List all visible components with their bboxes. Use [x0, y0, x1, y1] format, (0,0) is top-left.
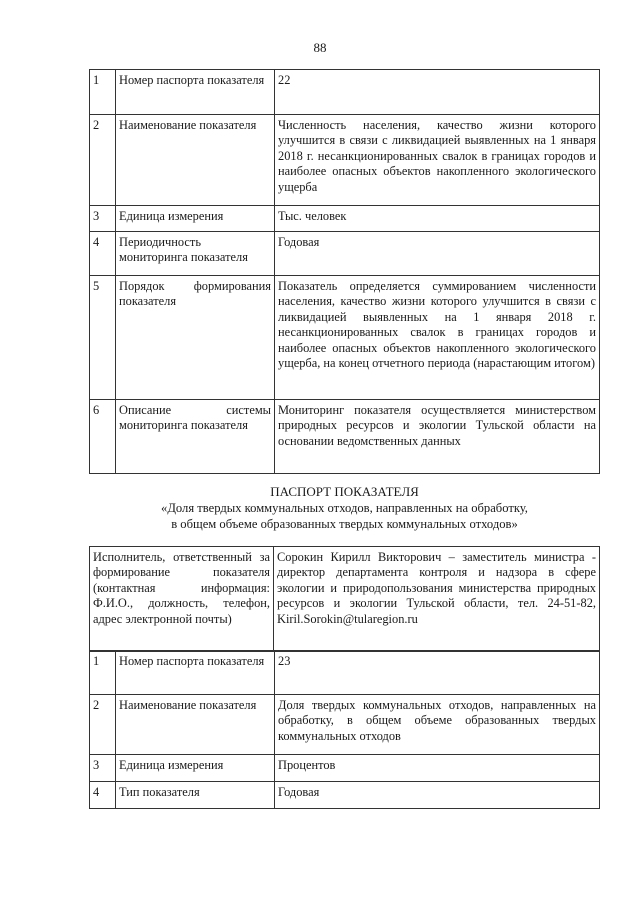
- row-number: 4: [90, 782, 116, 809]
- row-value: Доля твердых коммунальных отходов, направленных на обработку, в общем объеме образованных твердых коммунальных отходов: [275, 695, 600, 755]
- row-label: Номер паспорта показателя: [116, 651, 275, 695]
- passport-heading: [89, 484, 600, 532]
- indicator-passport-table-22: [89, 69, 600, 474]
- row-label: Порядок формирования показателя: [116, 276, 275, 400]
- row-value: Процентов: [275, 755, 600, 782]
- row-value: Численность населения, качество жизни которого улучшится в связи с ликвидацией выявленных на 1 января 2018 г. несанкционированных свалок в границах городов и наиболее опасных объектов накопленного экологического ущерба: [275, 115, 600, 206]
- row-number: 3: [90, 206, 116, 232]
- row-value: 23: [275, 651, 600, 695]
- row-label: Периодичность мониторинга показателя: [116, 232, 275, 276]
- row-value: Показатель определяется суммированием численности населения, качество жизни которого улучшится в связи с ликвидацией выявленных на 1 января 2018 г. несанкционированных свалок в границах городов и наиболее опасных объектов накопленного экологического ущерба, на конец отчетного периода (нарастающим итогом): [275, 276, 600, 400]
- row-label: Наименование показателя: [116, 115, 275, 206]
- executor-row: [90, 547, 600, 652]
- passport-title: ПАСПОРТ ПОКАЗАТЕЛЯ: [270, 484, 419, 499]
- row-label: Тип показателя: [116, 782, 275, 809]
- table-row: [90, 115, 600, 206]
- indicator-passport-table-23-details: [89, 650, 600, 809]
- table-row: [90, 206, 600, 232]
- row-number: 2: [90, 695, 116, 755]
- table-row: [90, 232, 600, 276]
- passport-subtitle-line2: в общем объеме образованных твердых коммунальных отходов»: [171, 517, 518, 531]
- table-row: [90, 695, 600, 755]
- row-value: Мониторинг показателя осуществляется министерством природных ресурсов и экологии Тульской области на основании ведомственных данных: [275, 400, 600, 474]
- row-label: Единица измерения: [116, 755, 275, 782]
- row-number: 4: [90, 232, 116, 276]
- row-label: Номер паспорта показателя: [116, 70, 275, 115]
- row-label: Единица измерения: [116, 206, 275, 232]
- row-number: 3: [90, 755, 116, 782]
- row-value: 22: [275, 70, 600, 115]
- table-row: [90, 651, 600, 695]
- executor-label: Исполнитель, ответственный за формирование показателя (контактная информация: Ф.И.О., должность, телефон, адрес электронной почты): [90, 547, 274, 652]
- table-row: [90, 400, 600, 474]
- row-label: Наименование показателя: [116, 695, 275, 755]
- row-label: Описание системы мониторинга показателя: [116, 400, 275, 474]
- row-number: 5: [90, 276, 116, 400]
- page-number: 88: [313, 40, 327, 55]
- passport-subtitle-line1: «Доля твердых коммунальных отходов, направленных на обработку,: [161, 501, 528, 515]
- row-number: 1: [90, 70, 116, 115]
- table-row: [90, 276, 600, 400]
- row-number: 1: [90, 651, 116, 695]
- table-row: [90, 755, 600, 782]
- row-number: 2: [90, 115, 116, 206]
- indicator-passport-table-23: [89, 546, 600, 652]
- row-value: Годовая: [275, 232, 600, 276]
- executor-value: Сорокин Кирилл Викторович – заместитель министра - директор департамента контроля и надзора в сфере экологии и природопользования министерства природных ресурсов и экологии Тульской области, тел. 24-51-82, Kiril.Sorokin@tularegion.ru: [274, 547, 600, 652]
- row-value: Тыс. человек: [275, 206, 600, 232]
- table-row: [90, 70, 600, 115]
- row-number: 6: [90, 400, 116, 474]
- table-row: [90, 782, 600, 809]
- row-value: Годовая: [275, 782, 600, 809]
